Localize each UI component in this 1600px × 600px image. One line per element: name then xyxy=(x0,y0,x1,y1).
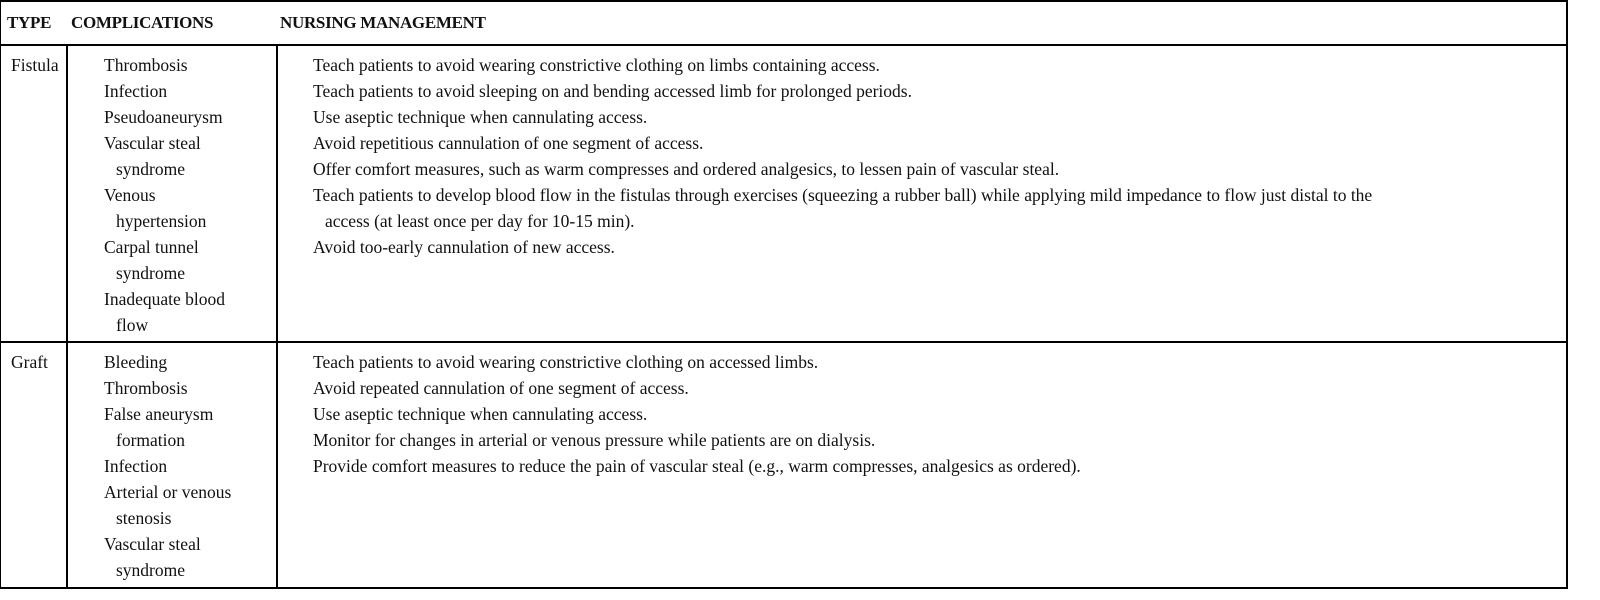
header-type: TYPE xyxy=(7,13,52,32)
header-nursing-management: NURSING MANAGEMENT xyxy=(280,13,486,32)
item-line: False aneurysm xyxy=(104,404,214,424)
nursing-cell xyxy=(313,52,1372,260)
complication-item xyxy=(104,130,225,182)
complication-item xyxy=(104,479,231,531)
item-line: Teach patients to avoid wearing constrictive clothing on accessed limbs. xyxy=(313,352,819,372)
nursing-item xyxy=(313,401,1081,427)
item-line: Teach patients to avoid sleeping on and bending accessed limb for prolonged periods. xyxy=(313,81,912,101)
item-line: Infection xyxy=(104,81,168,101)
item-line: Inadequate blood xyxy=(104,289,225,309)
item-line: Avoid too-early cannulation of new access. xyxy=(313,237,615,257)
column-divider-complications xyxy=(276,46,278,587)
item-line: Carpal tunnel xyxy=(104,237,199,257)
complication-item xyxy=(104,349,231,375)
nursing-item xyxy=(313,78,1372,104)
item-line: Venous xyxy=(104,185,156,205)
nursing-cell xyxy=(313,349,1081,479)
complication-item xyxy=(104,401,231,453)
nursing-item xyxy=(313,182,1372,234)
item-line: Use aseptic technique when cannulating access. xyxy=(313,404,648,424)
item-line: syndrome xyxy=(116,560,186,580)
nursing-item xyxy=(313,156,1372,182)
complication-item xyxy=(104,182,225,234)
nursing-item xyxy=(313,349,1081,375)
item-line: Pseudoaneurysm xyxy=(104,107,223,127)
complication-item xyxy=(104,104,225,130)
item-line: flow xyxy=(116,315,149,335)
item-line: Infection xyxy=(104,456,168,476)
complication-item xyxy=(104,78,225,104)
item-line: stenosis xyxy=(116,508,172,528)
item-line: Vascular steal xyxy=(104,133,201,153)
nursing-item xyxy=(313,104,1372,130)
nursing-item xyxy=(313,52,1372,78)
complications-cell xyxy=(104,52,225,338)
nursing-item xyxy=(313,234,1372,260)
complication-item xyxy=(104,52,225,78)
type-cell: Fistula xyxy=(11,55,59,75)
item-line: Arterial or venous xyxy=(104,482,232,502)
item-line: formation xyxy=(116,430,186,450)
item-line: access (at least once per day for 10-15 min). xyxy=(325,211,635,231)
complications-cell xyxy=(104,349,231,583)
complication-item xyxy=(104,375,231,401)
item-line: Vascular steal xyxy=(104,534,201,554)
item-line: Teach patients to avoid wearing constrictive clothing on limbs containing access. xyxy=(313,55,880,75)
item-line: Offer comfort measures, such as warm compresses and ordered analgesics, to lessen pain of vascular steal. xyxy=(313,159,1060,179)
item-line: Bleeding xyxy=(104,352,168,372)
item-line: Thrombosis xyxy=(104,55,188,75)
complication-item xyxy=(104,234,225,286)
item-line: Provide comfort measures to reduce the pain of vascular steal (e.g., warm compresses, analgesics as ordered). xyxy=(313,456,1081,476)
column-divider-type xyxy=(66,46,68,587)
item-line: Avoid repeated cannulation of one segment of access. xyxy=(313,378,689,398)
row-divider xyxy=(1,341,1566,343)
complication-item xyxy=(104,286,225,338)
header-divider xyxy=(1,44,1566,46)
item-line: Teach patients to develop blood flow in the fistulas through exercises (squeezing a rubber ball) while applying mild impedance to flow just distal to the xyxy=(313,185,1373,205)
header-complications: COMPLICATIONS xyxy=(71,13,214,32)
nursing-item xyxy=(313,375,1081,401)
nursing-item xyxy=(313,453,1081,479)
type-cell: Graft xyxy=(11,352,48,372)
item-line: Thrombosis xyxy=(104,378,188,398)
complication-item xyxy=(104,531,231,583)
item-line: hypertension xyxy=(116,211,207,231)
item-line: Monitor for changes in arterial or venous pressure while patients are on dialysis. xyxy=(313,430,876,450)
item-line: syndrome xyxy=(116,263,186,283)
complication-item xyxy=(104,453,231,479)
nursing-item xyxy=(313,427,1081,453)
item-line: syndrome xyxy=(116,159,186,179)
item-line: Use aseptic technique when cannulating access. xyxy=(313,107,648,127)
nursing-item xyxy=(313,130,1372,156)
item-line: Avoid repetitious cannulation of one segment of access. xyxy=(313,133,704,153)
